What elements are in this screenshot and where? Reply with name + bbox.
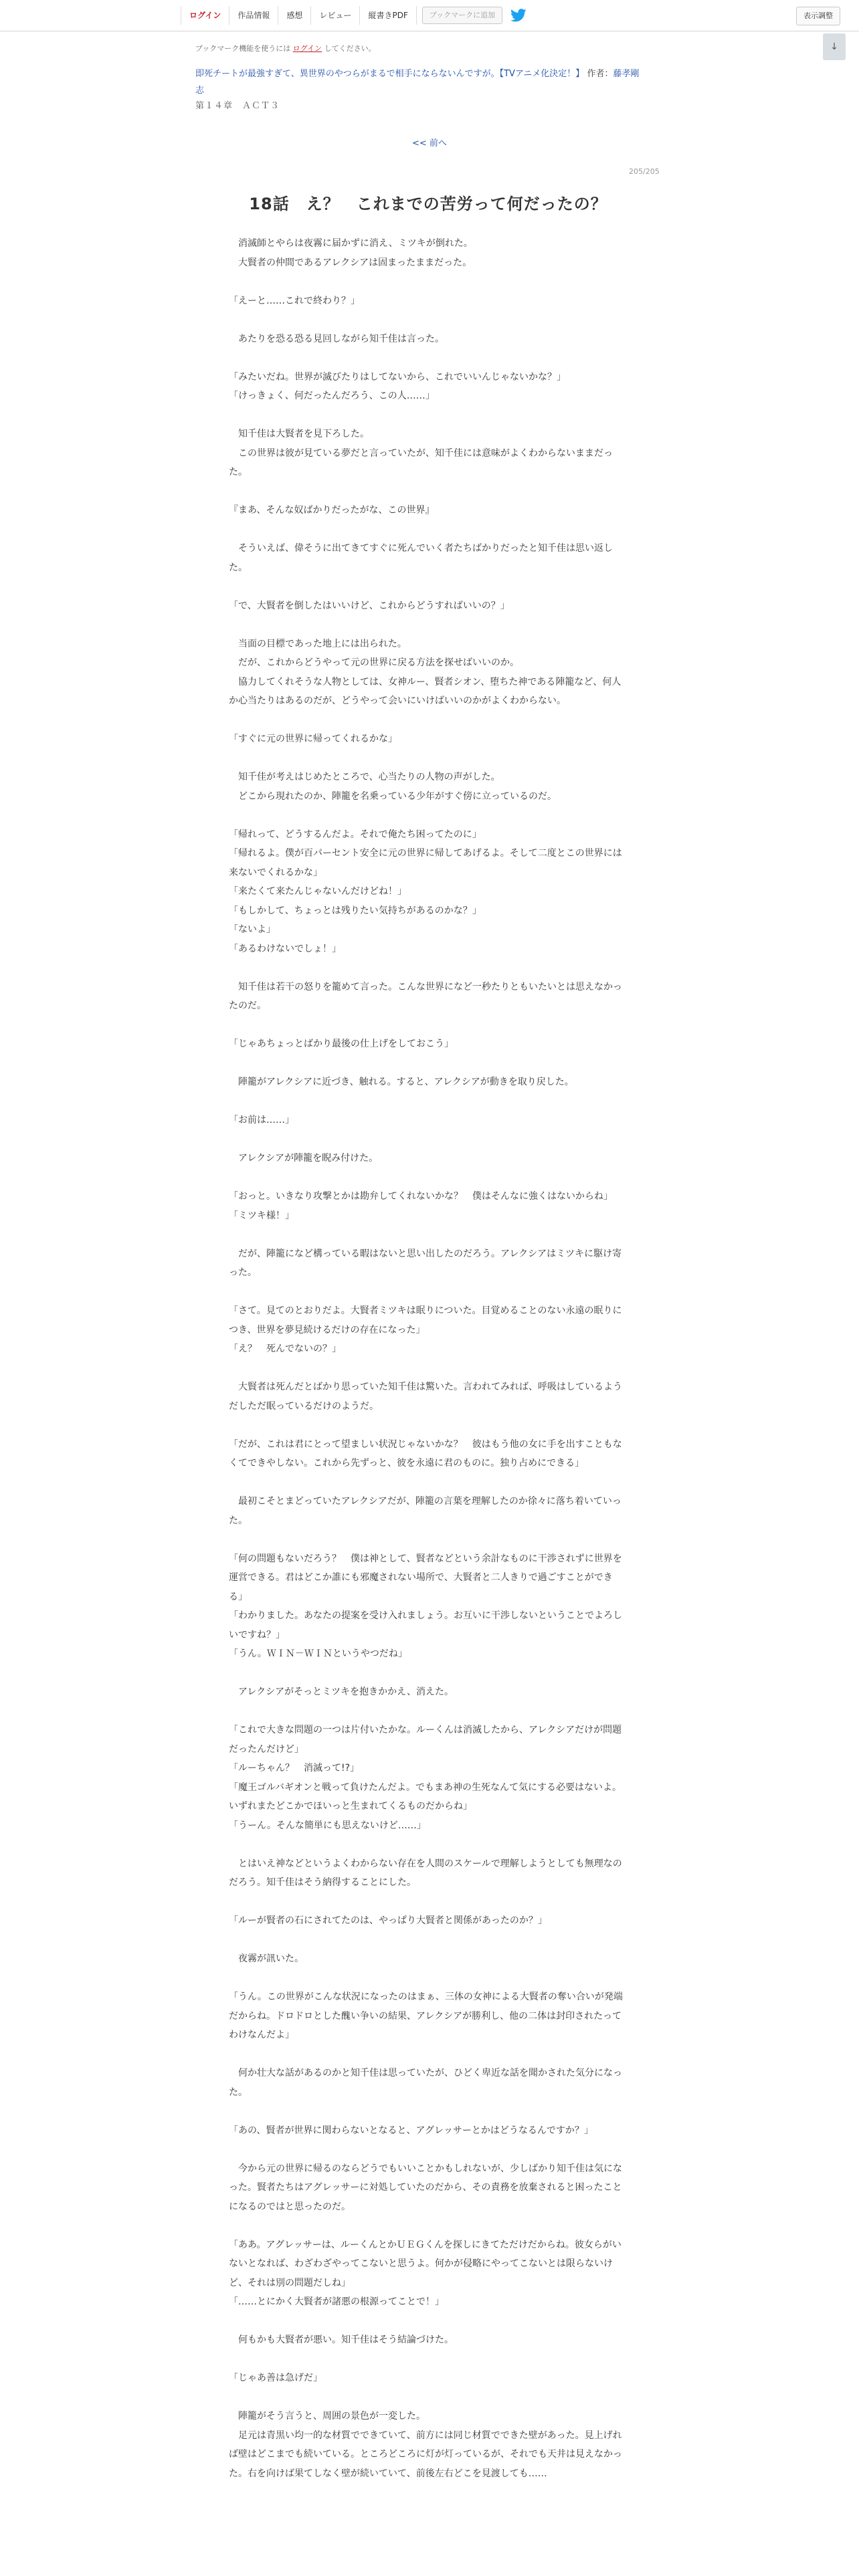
body-paragraph: 「おっと。いきなり攻撃とかは勘弁してくれないかな？ 僕はそんなに強くはないからね」 「ミツキ様！」 — [229, 1191, 613, 1221]
page-count: 205/205 — [629, 167, 660, 176]
paragraph-gap — [229, 1664, 630, 1683]
paragraph-gap — [229, 711, 630, 730]
body-paragraph: 知千佳は若干の怒りを籠めて言った。こんな世界になど一秒たりともいたいとは思えなかったのだ。 — [229, 981, 622, 1011]
work-info-link[interactable]: 作品情報 — [229, 6, 278, 25]
paragraph-gap — [229, 1835, 630, 1854]
body-paragraph: そういえば、偉そうに出てきてすぐに死んでいく者たちばかりだったと知千佳は思い返した。 — [229, 543, 613, 573]
paragraph-gap — [229, 2102, 630, 2121]
body-paragraph: 夜霧が訊いた。 — [229, 1953, 304, 1964]
nav-menu — [181, 6, 527, 25]
chapter-name: 第１４章 ＡＣＴ３ — [195, 101, 280, 111]
paragraph-gap — [229, 1931, 630, 1950]
body-paragraph: だが、陣籠になど構っている暇はないと思い出したのだろう。アレクシアはミツキに駆け寄った。 — [229, 1248, 622, 1278]
impression-link[interactable]: 感想 — [278, 6, 310, 25]
author-link[interactable]: 藤孝剛志 — [195, 69, 640, 96]
paragraph-gap — [229, 1359, 630, 1378]
body-paragraph: 何か壮大な話があるのかと知千佳は思っていたが、ひどく卑近な話を聞かされた気分になった。 — [229, 2068, 622, 2098]
paragraph-gap — [229, 310, 630, 330]
series-info — [195, 66, 642, 99]
paragraph-gap — [229, 348, 630, 368]
body-paragraph: 最初こそとまどっていたアレクシアだが、陣籠の言葉を理解したのか徐々に落ち着いていった。 — [229, 1496, 622, 1526]
paragraph-gap — [229, 1893, 630, 1912]
novel-body — [229, 234, 630, 2483]
paragraph-gap — [229, 1054, 630, 1073]
body-paragraph: 「お前は……」 — [229, 1115, 294, 1125]
body-paragraph: 「ああ。アグレッサーは、ルーくんとかＵＥＧくんを探しにきてただけだからね。彼女らがいないとなれば、わざわざやってこないと思うよ。何かが侵略にやってこないとは限らないけど、それは別の問題だしね」 「……とにかく大賢者が諸悪の根源ってことで！」 — [229, 2239, 622, 2307]
body-paragraph: 「うん。この世界がこんな状況になったのはまぁ、三体の女神による大賢者の奪い合いが発端だからね。ドロドロとした醜い争いの結果、アレクシアが勝利し、他の二体は封印されたってわけなんだよ」 — [229, 1992, 623, 2040]
body-paragraph: 「みたいだね。世界が滅びたりはしてないから、これでいいんじゃないかな？」 「けっきょく、何だったんだろう、この人……」 — [229, 371, 566, 401]
bookmark-notice — [195, 43, 376, 53]
paragraph-gap — [229, 1416, 630, 1435]
paragraph-gap — [229, 1530, 630, 1549]
body-paragraph: 大賢者は死んだとばかり思っていた知千佳は驚いた。言われてみれば、呼吸はしているようだしただ眠っているだけのようだ。 — [229, 1382, 622, 1412]
notice-text-before: ブックマーク機能を使うには — [195, 44, 291, 53]
chevron-down-icon: ↓ — [830, 41, 838, 52]
body-paragraph: 「えーと……これで終わり？」 — [229, 295, 360, 306]
add-bookmark-button[interactable]: ブックマークに追加 — [422, 7, 502, 24]
body-paragraph: 『まあ、そんな奴ばかりだったがな、この世界』 — [229, 505, 435, 516]
body-paragraph: アレクシアが陣籠を睨み付けた。 — [229, 1153, 379, 1164]
vertical-pdf-link[interactable]: 縦書きPDF — [359, 6, 416, 25]
paragraph-gap — [229, 615, 630, 635]
paragraph-gap — [229, 2045, 630, 2064]
body-paragraph: アレクシアがそっとミツキを抱きかかえ、消えた。 — [229, 1687, 454, 1697]
paragraph-gap — [229, 2216, 630, 2236]
author-label: 作者： — [587, 69, 613, 79]
paragraph-gap — [229, 1473, 630, 1493]
paragraph-gap — [229, 1283, 630, 1302]
notice-text-after: してください。 — [324, 44, 376, 53]
paragraph-gap — [229, 1016, 630, 1035]
body-paragraph: 当面の目標であった地上には出られた。 だが、これからどうやって元の世界に戻る方法を探せばいいのか。 協力してくれそうな人物としては、女神ルー、賢者シオン、堕ちた神である陣籠など、何人か心当たりはあるのだが、どうやって会いにいけばいいのかがよくわからない。 — [229, 638, 622, 706]
body-paragraph: 何もかも大賢者が悪い。知千佳はそう結論づけた。 — [229, 2335, 454, 2345]
body-paragraph: 「すぐに元の世界に帰ってくれるかな」 — [229, 734, 397, 744]
paragraph-gap — [229, 520, 630, 540]
body-paragraph: 「じゃあちょっとばかり最後の仕上げをしておこう」 — [229, 1039, 454, 1049]
body-paragraph: 「ルーが賢者の石にされてたのは、やっぱり大賢者と関係があったのか？」 — [229, 1915, 547, 1926]
paragraph-gap — [229, 1969, 630, 1988]
paragraph-gap — [229, 2140, 630, 2159]
paragraph-gap — [229, 1130, 630, 1150]
body-paragraph: 「帰れって、どうするんだよ。それで俺たち困ってたのに」 「帰れるよ。僕が百パーセント安全に元の世界に帰してあげるよ。そして二度とこの世界には来ないでくれるかな」 「来たくて来たんじゃないんだけどね！」 「もしかして、ちょっとは残りたい気持ちがあるのかな？」 「ないよ」 「あるわけないでしょ！」 — [229, 829, 622, 954]
body-paragraph: 陣籠がアレクシアに近づき、触れる。すると、アレクシアが動きを取り戻した。 — [229, 1077, 574, 1087]
paragraph-gap — [229, 2388, 630, 2407]
paragraph-gap — [229, 1168, 630, 1188]
body-paragraph: 知千佳は大賢者を見下ろした。 この世界は彼が見ている夢だと言っていたが、知千佳には意味がよくわからないままだった。 — [229, 429, 613, 477]
paragraph-gap — [229, 406, 630, 425]
body-paragraph: 「これで大きな問題の一つは片付いたかな。ルーくんは消滅したから、アレクシアだけが問題だったんだけど」 「ルーちゃん？ 消滅って!?」 「魔王ゴルバギオンと戦って負けたんだよ。でもまあ神の生死なんて気にする必要はないよ。いずれまたどこかでほいっと生まれてくるものだからね」 「うーん。そんな簡単にも思えないけど……」 — [229, 1725, 622, 1831]
body-paragraph: あたりを恐る恐る見回しながら知千佳は言った。 — [229, 333, 444, 344]
paragraph-gap — [229, 577, 630, 597]
top-nav-bar — [0, 0, 859, 31]
notice-login-link[interactable]: ログイン — [292, 44, 322, 53]
paragraph-gap — [229, 749, 630, 768]
paragraph-gap — [229, 958, 630, 978]
body-paragraph: 「じゃあ善は急げだ」 — [229, 2373, 322, 2383]
series-title-link[interactable]: 即死チートが最強すぎて、異世界のやつらがまるで相手にならないんですが。【TVアニメ化決定！】 — [195, 69, 585, 79]
twitter-icon[interactable] — [510, 8, 527, 23]
paragraph-gap — [229, 806, 630, 825]
body-paragraph: 「あの、賢者が世界に関わらないとなると、アグレッサーとかはどうなるんですか？」 — [229, 2125, 593, 2136]
body-paragraph: とはいえ神などというよくわからない存在を人間のスケールで理解しようとしても無理なのだろう。知千佳はそう納得することにした。 — [229, 1858, 622, 1888]
body-paragraph: 陣籠がそう言うと、周囲の景色が一変した。 足元は青黒い均一的な材質でできていて、前方には同じ材質でできた壁があった。見上げれば壁はどこまでも続いている。ところどころに灯が灯っているが、それでも天井は見えなかった。右を向けば果てしなく壁が続いていて、前後左右どこを見渡しても…… — [229, 2411, 622, 2479]
prev-page-link[interactable]: << 前へ — [412, 138, 447, 148]
review-link[interactable]: レビュー — [310, 6, 359, 25]
paragraph-gap — [229, 1225, 630, 1245]
scroll-down-button[interactable] — [823, 33, 846, 60]
body-paragraph: 「で、大賢者を倒したはいいけど、これからどうすればいいの？」 — [229, 600, 510, 611]
login-link[interactable]: ログイン — [181, 6, 229, 25]
body-paragraph: 知千佳が考えはじめたところで、心当たりの人物の声がした。 どこから現れたのか、陣籠を名乗っている少年がすぐ傍に立っているのだ。 — [237, 772, 557, 802]
body-paragraph: 「何の問題もないだろう？ 僕は神として、賢者などという余計なものに干渉されずに世界を運営できる。君はどこか誰にも邪魔されない場所で、大賢者と二人きりで過ごすことができる」 「わかりました。あなたの提案を受け入れましょう。お互いに干渉しないということでよろしいですね？」 「うん。ＷＩＮ－ＷＩＮというやつだね」 — [229, 1553, 622, 1659]
paragraph-gap — [229, 2350, 630, 2369]
display-settings-button[interactable]: 表示調整 — [796, 7, 840, 25]
paragraph-gap — [229, 1092, 630, 1111]
body-paragraph: 消滅師とやらは夜霧に届かずに消え、ミツキが倒れた。 大賢者の仲間であるアレクシアは固まったままだった。 — [237, 238, 473, 268]
episode-title: 18話 え？ これまでの苦労って何だったの？ — [249, 195, 607, 213]
body-paragraph: 「だが、これは君にとって望ましい状況じゃないかな？ 彼はもう他の女に手を出すこともなくてできやしない。これから先ずっと、彼を永遠に君のものに。独り占めにできる」 — [229, 1438, 622, 1469]
paragraph-gap — [229, 2312, 630, 2331]
paragraph-gap — [229, 1702, 630, 1721]
body-paragraph: 今から元の世界に帰るのならどうでもいいことかもしれないが、少しばかり知千佳は気になった。賢者たちはアグレッサーに対処していたのだから、その責務を放棄されると困ったことになるのではと思ったのだ。 — [229, 2163, 622, 2212]
body-paragraph: 「さて。見てのとおりだよ。大賢者ミツキは眠りについた。目覚めることのない永遠の眠りにつき、世界を夢見続けるだけの存在になった」 「え？ 死んでないの？」 — [229, 1305, 622, 1354]
paragraph-gap — [229, 482, 630, 502]
paragraph-gap — [229, 272, 630, 292]
